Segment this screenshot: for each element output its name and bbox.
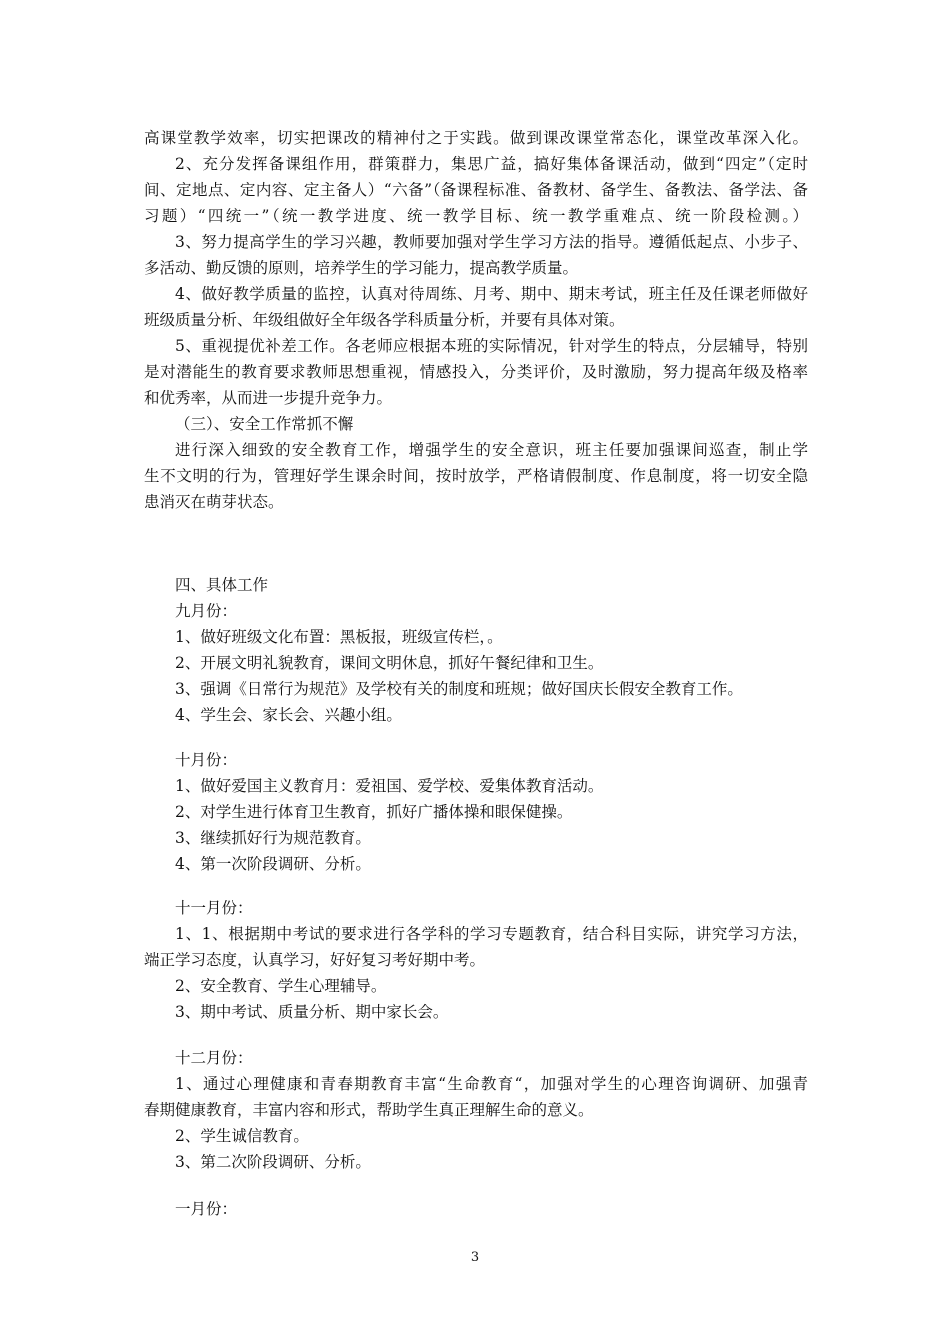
text-line: 3、期中考试、质量分析、期中家长会。 bbox=[175, 1003, 449, 1021]
text-line: 习题）“四统一”（统一教学进度、统一教学目标、统一教学重难点、统一阶段检测。） bbox=[144, 207, 808, 225]
text-line: 一月份： bbox=[175, 1200, 238, 1218]
text-line: 高课堂教学效率，切实把课改的精神付之于实践。做到课改课堂常态化，课堂改革深入化。 bbox=[144, 129, 808, 147]
text-line: 1、1、根据期中考试的要求进行各学科的学习专题教育，结合科目实际，讲究学习方法， bbox=[175, 925, 808, 943]
text-line: 十一月份： bbox=[175, 899, 253, 917]
text-line: 患消灭在萌芽状态。 bbox=[144, 493, 284, 511]
text-line: 十二月份： bbox=[175, 1049, 253, 1067]
text-line: 4、学生会、家长会、兴趣小组。 bbox=[175, 706, 402, 724]
text-line: 2、对学生进行体育卫生教育，抓好广播体操和眼保健操。 bbox=[175, 803, 573, 821]
page-number: 3 bbox=[470, 1250, 480, 1265]
text-line: 3、继续抓好行为规范教育。 bbox=[175, 829, 371, 847]
text-line: 4、做好教学质量的监控，认真对待周练、月考、期中、期末考试，班主任及任课老师做好 bbox=[175, 285, 808, 303]
text-line: 2、充分发挥备课组作用，群策群力，集思广益，搞好集体备课活动，做到“四定”（定时 bbox=[175, 155, 808, 173]
text-line: 3、努力提高学生的学习兴趣，教师要加强对学生学习方法的指导。遵循低起点、小步子、 bbox=[175, 233, 808, 251]
text-line: 班级质量分析、年级组做好全年级各学科质量分析，并要有具体对策。 bbox=[144, 311, 625, 329]
text-line: 1、通过心理健康和青春期教育丰富“生命教育“，加强对学生的心理咨询调研、加强青 bbox=[175, 1075, 808, 1093]
text-line: 生不文明的行为，管理好学生课余时间，按时放学，严格请假制度、作息制度，将一切安全隐 bbox=[144, 467, 808, 485]
text-line: 3、第二次阶段调研、分析。 bbox=[175, 1153, 371, 1171]
text-line: （三）、安全工作常抓不懈 bbox=[175, 415, 354, 433]
text-line: 端正学习态度，认真学习，好好复习考好期中考。 bbox=[144, 951, 486, 969]
text-line: 2、学生诚信教育。 bbox=[175, 1127, 309, 1145]
text-line: 和优秀率，从而进一步提升竞争力。 bbox=[144, 389, 393, 407]
text-line: 春期健康教育，丰富内容和形式，帮助学生真正理解生命的意义。 bbox=[144, 1101, 594, 1119]
text-line: 1、做好班级文化布置：黑板报，班级宣传栏，。 bbox=[175, 628, 503, 646]
text-line: 进行深入细致的安全教育工作，增强学生的安全意识，班主任要加强课间巡查，制止学 bbox=[175, 441, 808, 459]
text-line: 5、重视提优补差工作。各老师应根据本班的实际情况，针对学生的特点，分层辅导，特别 bbox=[175, 337, 808, 355]
text-line: 1、做好爱国主义教育月：爱祖国、爱学校、爱集体教育活动。 bbox=[175, 777, 604, 795]
text-line: 四、具体工作 bbox=[175, 576, 269, 594]
text-line: 多活动、勤反馈的原则，培养学生的学习能力，提高教学质量。 bbox=[144, 259, 579, 277]
text-line: 4、第一次阶段调研、分析。 bbox=[175, 855, 371, 873]
text-line: 2、开展文明礼貌教育，课间文明休息，抓好午餐纪律和卫生。 bbox=[175, 654, 604, 672]
text-line: 九月份： bbox=[175, 602, 238, 620]
text-line: 间、定地点、定内容、定主备人）“六备”（备课程标准、备教材、备学生、备教法、备学法、备 bbox=[144, 181, 808, 199]
text-line: 是对潜能生的教育要求教师思想重视，情感投入，分类评价，及时激励，努力提高年级及格率 bbox=[144, 363, 808, 381]
text-line: 2、安全教育、学生心理辅导。 bbox=[175, 977, 387, 995]
text-line: 十月份： bbox=[175, 751, 238, 769]
text-line: 3、强调《日常行为规范》及学校有关的制度和班规；做好国庆长假安全教育工作。 bbox=[175, 680, 743, 698]
